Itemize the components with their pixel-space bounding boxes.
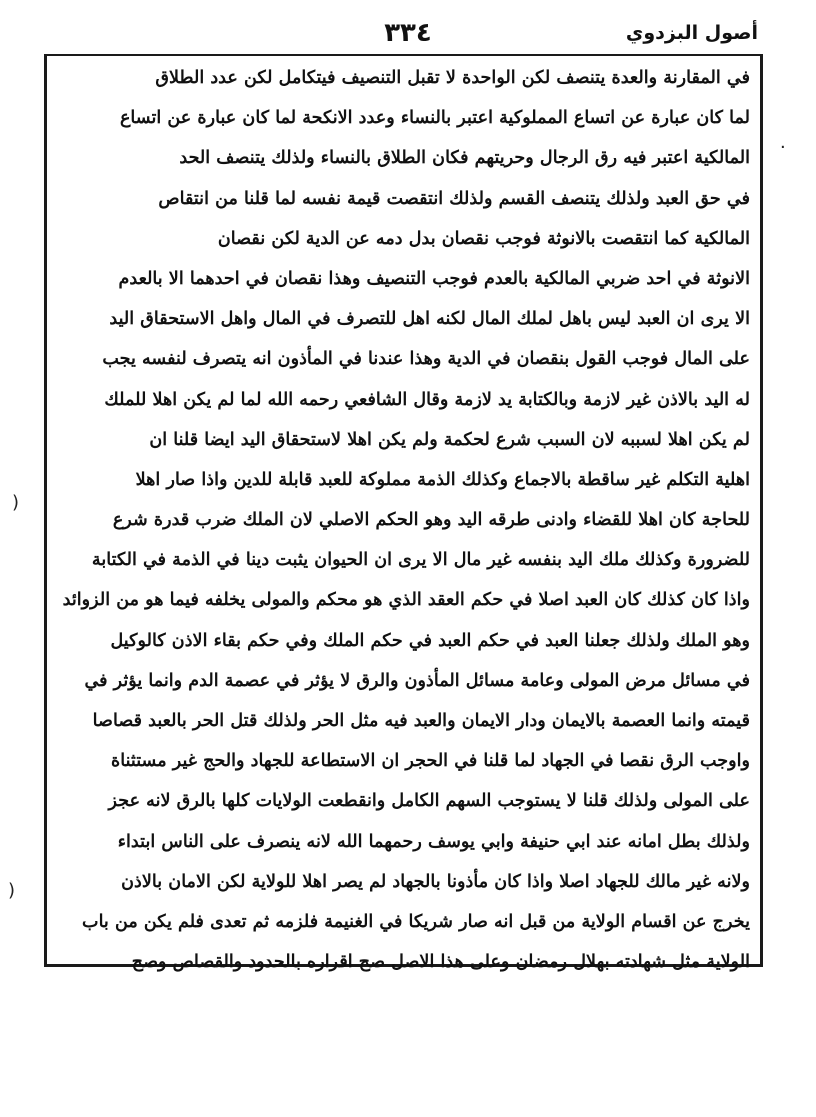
text-line: الولاية مثل شهادته بهلال رمضان وعلى هذا الاصل صح اقراره بالحدود والقصاص وصح <box>131 951 750 973</box>
text-line: المالكية كما انتقصت بالانوثة فوجب نقصان بدل دمه عن الدية لكن نقصان <box>217 227 750 249</box>
text-line: المالكية اعتبر فيه رق الرجال وحريتهم فكان الطلاق بالنساء ولذلك يتنصف الحد <box>179 147 750 169</box>
text-body <box>57 58 750 982</box>
text-line: على المال فوجب القول بنقصان في الدية وهذا عندنا في المأذون انه يتصرف لنفسه يجب <box>102 348 750 370</box>
margin-mark-paren-upper: ) <box>12 492 20 513</box>
text-line: على المولى ولذلك قلنا لا يستوجب السهم الكامل وانقطعت الولايات كلها بالرق لانه عجز <box>108 790 750 812</box>
text-line: ولذلك بطل امانه عند ابي حنيفة وابي يوسف رحمهما الله لانه ينصرف على الناس ابتداء <box>117 830 750 852</box>
text-line: وهو الملك ولذلك جعلنا العبد في حكم العبد في حكم الملك وفي حكم بقاء الاذن كالوكيل <box>110 629 750 651</box>
text-line: واذا كان كذلك كان العبد اصلا في حكم العقد الذي هو محكم والمولى يخلفه فيما هو من الزوائد <box>62 589 750 611</box>
margin-mark-dot: ٠ <box>778 136 788 157</box>
margin-mark-paren-lower: ) <box>8 880 16 901</box>
running-title: أصول البزدوي <box>625 22 758 44</box>
text-line: لما كان عبارة عن اتساع المملوكية اعتبر بالنساء وعدد الانكحة لما كان عبارة عن اتساع <box>119 107 750 129</box>
page-header <box>40 18 776 54</box>
text-line: يخرج عن اقسام الولاية من قبل انه صار شريكا في الغنيمة فلزمه ثم تعدى فلم يكن من باب <box>82 910 750 932</box>
text-line: له اليد بالاذن غير لازمة وبالكتابة يد لازمة وقال الشافعي رحمه الله لما لم يكن اهلا للملك <box>104 388 750 410</box>
text-line: ولانه غير مالك للجهاد اصلا واذا كان مأذونا بالجهاد لم يصر اهلا للولاية لكن الامان بالاذن <box>121 870 750 892</box>
text-line: الا يرى ان العبد ليس باهل لملك المال لكنه اهل للتصرف في المال واهل الاستحقاق اليد <box>109 308 750 330</box>
text-frame <box>44 54 763 973</box>
text-line: للضرورة وكذلك ملك اليد بنفسه غير مال الا يرى ان الحيوان يثبت دينا في الذمة في الكتابة <box>91 549 750 571</box>
text-line: قيمته وانما العصمة بالايمان ودار الايمان والعبد فيه مثل الحر ولذلك قتل الحر بالعبد قصاصا <box>92 710 750 731</box>
text-line: في مسائل مرض المولى وعامة مسائل المأذون والرق لا يؤثر في عصمة الدم وانما يؤثر في <box>84 669 750 691</box>
text-line: واوجب الرق نقصا في الجهاد لما قلنا في الحجر ان الاستطاعة للجهاد والحج غير مستثناة <box>111 750 750 772</box>
text-line: لم يكن اهلا لسببه لان السبب شرع لحكمة ولم يكن اهلا لاستحقاق اليد ايضا قلنا ان <box>149 428 750 450</box>
text-line: اهلية التكلم غير ساقطة بالاجماع وكذلك الذمة مملوكة للعبد قابلة للدين واذا صار اهلا <box>135 468 750 490</box>
text-line: الانوثة في احد ضربي المالكية بالعدم فوجب التنصيف وهذا نقصان في احدهما الا بالعدم <box>118 267 750 289</box>
text-line: في المقارنة والعدة يتنصف لكن الواحدة لا تقبل التنصيف فيتكامل لكن عدد الطلاق <box>155 67 750 88</box>
text-line: في حق العبد ولذلك يتنصف القسم ولذلك انتقصت قيمة نفسه لما قلنا من انتقاص <box>158 187 750 209</box>
text-line: للحاجة كان اهلا للقضاء وادنى طرقه اليد وهو الحكم الاصلي لان الملك ضرب قدرة شرع <box>112 509 750 531</box>
page-number: ٣٣٤ <box>384 18 432 48</box>
